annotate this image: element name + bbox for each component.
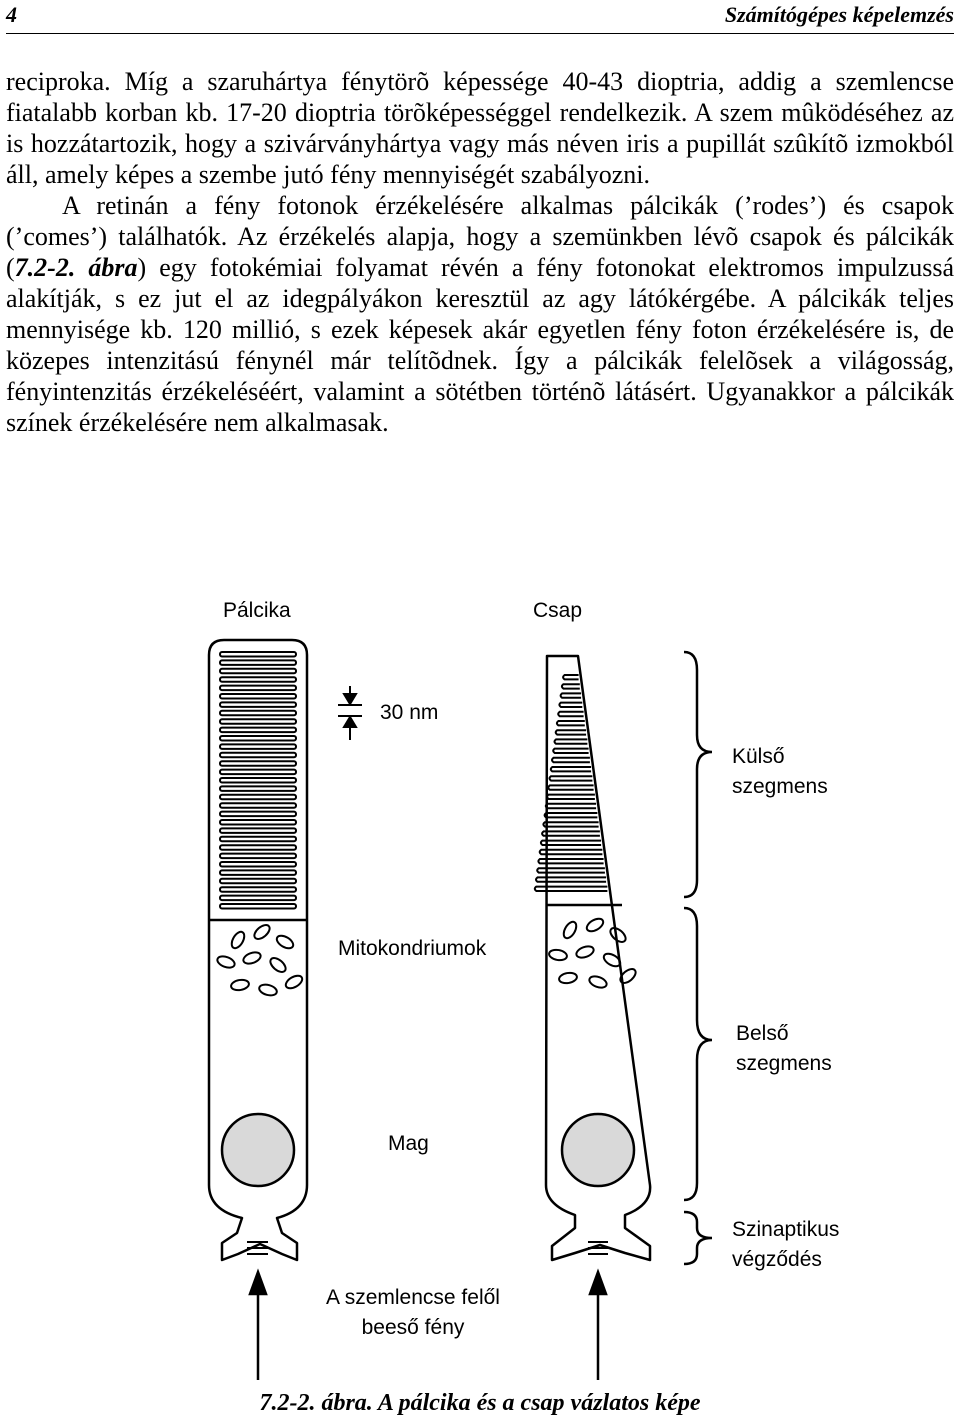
cone-lamella <box>561 693 582 697</box>
rod-disc <box>220 870 296 875</box>
cone-lamella <box>563 675 579 679</box>
rod-disc <box>220 828 296 833</box>
rod-disc <box>220 786 296 791</box>
paragraph-2 <box>6 190 954 438</box>
rod-disc <box>220 744 296 749</box>
header-rule <box>6 33 954 34</box>
mitochondria-label: Mitokondriumok <box>338 937 487 960</box>
outer-segment-label-1: Külső <box>732 745 785 768</box>
rod-disc <box>220 778 296 783</box>
synaptic-brace <box>684 1212 712 1264</box>
cone-lamella <box>547 795 595 799</box>
cone-lamella <box>543 822 598 826</box>
rod-disc <box>220 803 296 808</box>
rod-disc <box>220 660 296 665</box>
cone-lamella <box>545 813 598 817</box>
rod-disc <box>220 770 296 775</box>
rod-disc <box>220 896 296 901</box>
rod-disc <box>220 862 296 867</box>
light-label-1: A szemlencse felől <box>326 1286 500 1309</box>
rod-disc <box>220 761 296 766</box>
rod-disc <box>220 845 296 850</box>
rod-disc <box>220 753 296 758</box>
rod-mitochondria <box>216 922 304 997</box>
cone-lamella <box>562 684 580 688</box>
light-label-2: beeső fény <box>361 1316 465 1339</box>
rod-disc <box>220 652 296 657</box>
running-title: Számítógépes képelemzés <box>724 2 954 27</box>
rod-disc <box>220 736 296 741</box>
rod-disc <box>220 820 296 825</box>
paragraph-2-part-1: A retinán a fény fotonok érzékelésére alkalmas pálcikák (’rodes’) és csapok (’comes’) találhatók. Az érzékelés alapja, hogy a szemünkben lévõ csapok és pálcikák ( <box>6 191 954 282</box>
rod-cone-figure <box>0 590 960 1380</box>
cone-lamella <box>555 739 588 743</box>
page-number: 4 <box>6 2 17 27</box>
cone-label: Csap <box>533 599 583 622</box>
scale-marker <box>338 686 362 740</box>
figure-reference: 7.2-2. ábra <box>14 253 138 282</box>
rod-disc <box>220 711 296 716</box>
cone-lamella <box>538 859 603 863</box>
cone-lamella <box>550 776 593 780</box>
cone-lamella <box>546 804 596 808</box>
paragraph-2-part-2: ) egy fotokémiai folyamat révén a fény fotonokat elektromos impulzussá alakítják, s ez jut el az idegpályákon keresztül az agy látókérgébe. A pálcikák teljes mennyisége kb. 120 millió, s ezek képesek akár egyetlen fény foton érzékelésére is, de közepes intenzitású fénynél már telítõdnek. Így a pálcikák felelõsek a világosság, fényintenzitás érzékeléséért, valamint a sötétben történõ látásért. Ugyanakkor a pálcikák színek érzékelésére nem alkalmasak. <box>6 253 954 437</box>
scale-label: 30 nm <box>380 701 439 724</box>
paragraph-1: reciproka. Míg a szaruhártya fénytörõ képessége 40-43 dioptria, addig a szemlencse fiatalabb korban kb. 17-20 dioptria törõképességgel rendelkezik. A szem mûködéséhez az is hozzátartozik, hogy a szivárványhártya vagy más néven iris a pupillát szûkítõ izmokból áll, amely képes a szembe jutó fény mennyiségét szabályozni. <box>6 67 954 189</box>
rod-disc <box>220 719 296 724</box>
rod-disc <box>220 854 296 859</box>
rod-disc <box>220 694 296 699</box>
rod-disc <box>220 669 296 674</box>
cone-lamella <box>552 758 590 762</box>
inner-segment-label-2: szegmens <box>736 1052 832 1075</box>
outer-segment-brace <box>684 652 712 897</box>
rod-disc <box>220 702 296 707</box>
cone-lamella <box>548 785 593 789</box>
rod-disc <box>220 677 296 682</box>
rod-disc <box>220 728 296 733</box>
rod-discs <box>220 652 296 909</box>
cone-mitochondria <box>548 916 638 990</box>
cone-lamella <box>553 749 588 753</box>
rod-disc <box>220 837 296 842</box>
cone-lamella <box>558 712 583 716</box>
body-text <box>6 66 954 438</box>
nucleus-label: Mag <box>388 1132 429 1155</box>
cone-nucleus <box>562 1114 634 1186</box>
cone-lamella <box>541 841 601 845</box>
rod-disc <box>220 812 296 817</box>
cone-lamella <box>540 850 603 854</box>
outer-segment-label-2: szegmens <box>732 775 828 798</box>
cone-lamella <box>556 730 586 734</box>
rod-disc <box>220 879 296 884</box>
rod-label: Pálcika <box>223 599 291 622</box>
rod-disc <box>220 795 296 800</box>
cone-lamella <box>559 703 582 707</box>
rod-disc <box>220 686 296 691</box>
rod-nucleus <box>222 1114 294 1186</box>
figure-caption: 7.2-2. ábra. A pálcika és a csap vázlatos képe <box>259 1390 701 1416</box>
inner-segment-label-1: Belső <box>736 1022 789 1045</box>
synaptic-label-2: végződés <box>732 1248 822 1271</box>
cone-lamella <box>542 831 600 835</box>
cone-lamella <box>551 767 591 771</box>
rod-disc <box>220 887 296 892</box>
inner-segment-brace <box>684 908 712 1200</box>
synaptic-label-1: Szinaptikus <box>732 1218 840 1241</box>
rod-disc <box>220 904 296 909</box>
cone-lamella <box>557 721 585 725</box>
page-header <box>6 0 954 36</box>
